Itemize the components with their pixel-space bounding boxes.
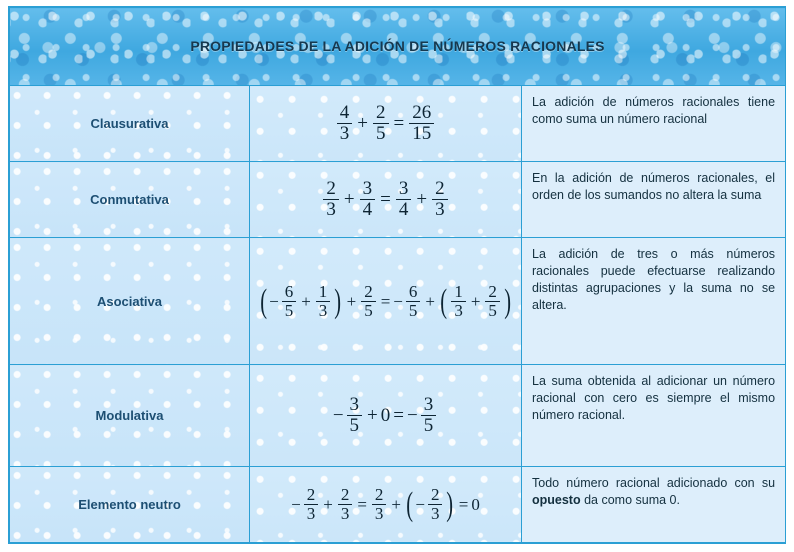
paren-open: ( (440, 282, 448, 320)
math-expression (291, 486, 480, 523)
property-expression-modulativa (250, 365, 522, 467)
fraction: $\frac{3}{5}$ (347, 395, 363, 436)
description-text-bold: opuesto (532, 492, 581, 507)
fraction: $\frac{6}{5}$ (282, 283, 297, 320)
fraction: $\frac{2}{5}$ (485, 283, 500, 320)
minus-sign: − (406, 405, 418, 426)
paren-open: ( (260, 282, 267, 320)
property-description-asociativa: La adición de tres o más números racionales puede efectuarse realizando distintas agrupaciones y la suma no se altera. (522, 238, 786, 365)
fraction: $\frac{2}{3}$ (323, 179, 339, 220)
property-name-asociativa: Asociativa (10, 238, 250, 365)
page-title: PROPIEDADES DE LA ADICIÓN DE NÚMEROS RACIONALES (190, 37, 605, 54)
fraction: $\frac{1}{3}$ (316, 283, 331, 320)
fraction: $\frac{3}{4}$ (396, 179, 412, 220)
property-description-modulativa: La suma obtenida al adicionar un número racional con cero es siempre el mismo número racional. (522, 365, 786, 467)
property-expression-clausurativa (250, 86, 522, 162)
properties-table (9, 7, 786, 543)
paren-open: ( (406, 485, 414, 523)
operator-equals: = (380, 291, 391, 311)
fraction: $\frac{6}{5}$ (406, 283, 421, 320)
table-header-row (10, 8, 786, 86)
operator-equals: = (357, 494, 367, 514)
minus-sign: − (393, 291, 403, 311)
minus-sign: − (269, 291, 279, 311)
description-text-post: da como suma 0. (580, 492, 680, 507)
operator-plus: + (357, 113, 368, 135)
operator-plus: + (391, 494, 402, 514)
operator-plus: + (425, 291, 435, 311)
fraction: $\frac{2}{3}$ (338, 486, 353, 523)
property-name-modulativa: Modulativa (10, 365, 250, 467)
operator-equals: = (458, 494, 469, 514)
minus-sign: − (415, 494, 425, 514)
property-expression-elemento-neutro (250, 466, 522, 542)
property-description-clausurativa: La adición de números racionales tiene como suma un número racional (522, 86, 786, 162)
operator-plus: + (323, 494, 333, 514)
property-name-conmutativa: Conmutativa (10, 162, 250, 238)
property-expression-asociativa (250, 238, 522, 365)
fraction: $\frac{2}{3}$ (428, 486, 443, 523)
table-title-cell (10, 8, 786, 86)
math-expression (333, 395, 438, 436)
minus-sign: − (291, 494, 301, 514)
fraction: $\frac{1}{3}$ (451, 283, 466, 320)
math-expression (321, 179, 449, 220)
fraction: $\frac{3}{5}$ (421, 395, 437, 436)
table-row (10, 238, 786, 365)
operator-plus: + (367, 405, 378, 426)
property-description-elemento-neutro (522, 466, 786, 542)
properties-table-container (8, 6, 786, 544)
paren-close: ) (446, 485, 454, 523)
fraction: $\frac{2}{3}$ (432, 179, 448, 220)
fraction: $\frac{2}{3}$ (372, 486, 387, 523)
table-row (10, 466, 786, 542)
fraction: $\frac{3}{4}$ (360, 179, 376, 220)
operator-plus: + (301, 291, 311, 311)
property-name-elemento-neutro: Elemento neutro (10, 466, 250, 542)
property-name-clausurativa: Clausurativa (10, 86, 250, 162)
property-description-conmutativa: En la adición de números racionales, el orden de los sumandos no altera la suma (522, 162, 786, 238)
paren-close: ) (504, 282, 511, 320)
operator-equals: = (393, 113, 405, 135)
math-expression (335, 103, 436, 144)
fraction: $\frac{26}{15}$ (409, 103, 434, 144)
number-zero: 0 (471, 494, 480, 514)
fraction: $\frac{2}{5}$ (361, 283, 376, 320)
fraction: $\frac{2}{5}$ (373, 103, 389, 144)
table-row (10, 365, 786, 467)
table-row (10, 162, 786, 238)
minus-sign: − (332, 405, 344, 426)
paren-close: ) (334, 282, 342, 320)
table-row (10, 86, 786, 162)
number-zero: 0 (380, 405, 391, 426)
description-text-pre: Todo número racional adicionado con su (532, 475, 776, 490)
math-expression (258, 283, 513, 320)
fraction: $\frac{4}{3}$ (337, 103, 353, 144)
operator-plus: + (416, 189, 428, 211)
operator-equals: = (380, 189, 391, 211)
operator-plus: + (346, 291, 357, 311)
operator-plus: + (470, 291, 481, 311)
property-expression-conmutativa (250, 162, 522, 238)
operator-plus: + (343, 189, 355, 211)
fraction: $\frac{2}{3}$ (304, 486, 319, 523)
operator-equals: = (393, 405, 404, 426)
